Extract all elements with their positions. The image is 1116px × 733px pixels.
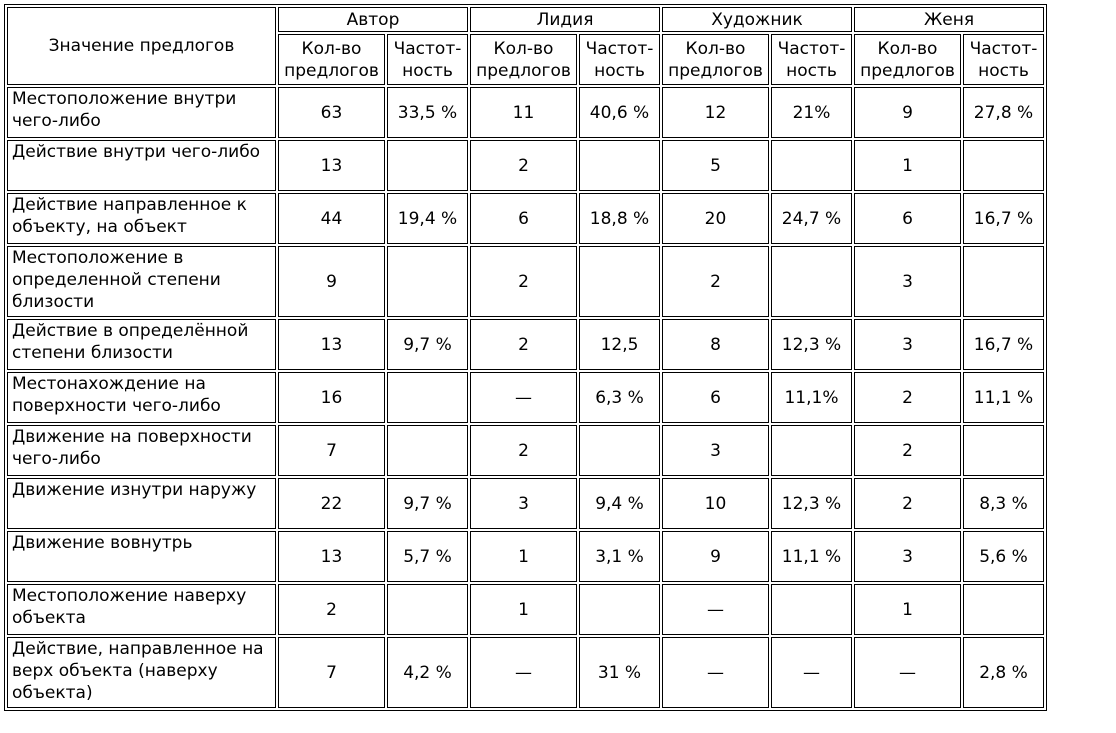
- count-cell: 12: [662, 87, 769, 138]
- group-header-zhenya: Женя: [854, 7, 1044, 32]
- freq-cell: 18,8 %: [579, 193, 660, 244]
- freq-cell: 12,3 %: [771, 478, 852, 529]
- group-header-khudozhnik: Художник: [662, 7, 852, 32]
- freq-cell: 19,4 %: [387, 193, 468, 244]
- count-cell: 20: [662, 193, 769, 244]
- row-label: Движение вовнутрь: [7, 531, 276, 582]
- count-cell: 7: [278, 637, 385, 708]
- count-cell: 1: [854, 140, 961, 191]
- freq-cell: 8,3 %: [963, 478, 1044, 529]
- freq-cell: 40,6 %: [579, 87, 660, 138]
- table-row: [7, 246, 1044, 317]
- freq-cell: 6,3 %: [579, 372, 660, 423]
- freq-cell: 11,1%: [771, 372, 852, 423]
- freq-header: Частот-ность: [579, 34, 660, 85]
- freq-cell: 9,7 %: [387, 319, 468, 370]
- freq-header: Частот-ность: [771, 34, 852, 85]
- count-cell: 7: [278, 425, 385, 476]
- count-cell: 3: [662, 425, 769, 476]
- table-row: [7, 372, 1044, 423]
- row-label: Действие, направленное на верх объекта (наверху объекта): [7, 637, 276, 708]
- count-cell: 2: [662, 246, 769, 317]
- table-row: [7, 637, 1044, 708]
- freq-header: Частот-ность: [963, 34, 1044, 85]
- freq-cell: 33,5 %: [387, 87, 468, 138]
- row-label: Местоположение наверху объекта: [7, 584, 276, 635]
- freq-cell: 31 %: [579, 637, 660, 708]
- table-row: [7, 425, 1044, 476]
- count-cell: 2: [470, 140, 577, 191]
- count-cell: 3: [854, 319, 961, 370]
- row-label: Движение на поверхности чего-либо: [7, 425, 276, 476]
- count-header: Кол-во предлогов: [854, 34, 961, 85]
- count-cell: 9: [662, 531, 769, 582]
- group-header-avtor: Автор: [278, 7, 468, 32]
- freq-cell: 11,1 %: [963, 372, 1044, 423]
- count-cell: 2: [470, 246, 577, 317]
- table-row: [7, 87, 1044, 138]
- count-cell: 8: [662, 319, 769, 370]
- count-cell: 1: [470, 531, 577, 582]
- freq-cell: 9,7 %: [387, 478, 468, 529]
- freq-cell: 12,5: [579, 319, 660, 370]
- freq-cell: —: [771, 637, 852, 708]
- freq-cell: [771, 140, 852, 191]
- count-cell: 9: [854, 87, 961, 138]
- freq-cell: [963, 584, 1044, 635]
- count-cell: —: [662, 584, 769, 635]
- count-cell: —: [470, 372, 577, 423]
- table-row: [7, 531, 1044, 582]
- freq-cell: 12,3 %: [771, 319, 852, 370]
- count-cell: 11: [470, 87, 577, 138]
- row-label: Местонахождение на поверхности чего-либо: [7, 372, 276, 423]
- count-cell: 13: [278, 531, 385, 582]
- table-row: [7, 478, 1044, 529]
- row-label: Местоположение в определенной степени близости: [7, 246, 276, 317]
- table-row: [7, 140, 1044, 191]
- count-cell: —: [470, 637, 577, 708]
- count-cell: 13: [278, 319, 385, 370]
- count-header: Кол-во предлогов: [470, 34, 577, 85]
- count-cell: 22: [278, 478, 385, 529]
- count-header: Кол-во предлогов: [662, 34, 769, 85]
- freq-cell: [387, 140, 468, 191]
- freq-cell: 9,4 %: [579, 478, 660, 529]
- freq-cell: [963, 246, 1044, 317]
- count-cell: 3: [854, 531, 961, 582]
- count-cell: 63: [278, 87, 385, 138]
- prepositions-table: [4, 4, 1047, 711]
- row-label: Действие направленное к объекту, на объект: [7, 193, 276, 244]
- count-cell: 1: [470, 584, 577, 635]
- count-cell: 2: [470, 425, 577, 476]
- count-cell: 2: [854, 478, 961, 529]
- freq-cell: [963, 140, 1044, 191]
- row-label: Действие в определённой степени близости: [7, 319, 276, 370]
- row-label: Местоположение внутри чего-либо: [7, 87, 276, 138]
- freq-cell: [771, 584, 852, 635]
- freq-cell: 27,8 %: [963, 87, 1044, 138]
- row-label: Движение изнутри наружу: [7, 478, 276, 529]
- row-label-header: Значение предлогов: [7, 7, 276, 85]
- freq-cell: [771, 246, 852, 317]
- group-header-lidiya: Лидия: [470, 7, 660, 32]
- count-cell: 2: [854, 425, 961, 476]
- freq-cell: [387, 425, 468, 476]
- count-cell: 2: [278, 584, 385, 635]
- table-row: [7, 319, 1044, 370]
- count-header: Кол-во предлогов: [278, 34, 385, 85]
- freq-cell: [963, 425, 1044, 476]
- freq-cell: 11,1 %: [771, 531, 852, 582]
- freq-cell: [387, 372, 468, 423]
- freq-cell: 4,2 %: [387, 637, 468, 708]
- freq-cell: [387, 246, 468, 317]
- count-cell: 3: [470, 478, 577, 529]
- freq-cell: 16,7 %: [963, 319, 1044, 370]
- count-cell: 5: [662, 140, 769, 191]
- row-label: Действие внутри чего-либо: [7, 140, 276, 191]
- count-cell: 10: [662, 478, 769, 529]
- freq-cell: 5,6 %: [963, 531, 1044, 582]
- count-cell: 2: [470, 319, 577, 370]
- count-cell: 44: [278, 193, 385, 244]
- count-cell: 9: [278, 246, 385, 317]
- freq-cell: [579, 140, 660, 191]
- count-cell: 1: [854, 584, 961, 635]
- count-cell: 16: [278, 372, 385, 423]
- freq-cell: [579, 246, 660, 317]
- count-cell: —: [662, 637, 769, 708]
- count-cell: 6: [854, 193, 961, 244]
- count-cell: 2: [854, 372, 961, 423]
- freq-cell: [771, 425, 852, 476]
- freq-header: Частот-ность: [387, 34, 468, 85]
- freq-cell: [579, 584, 660, 635]
- table-row: [7, 584, 1044, 635]
- count-cell: 6: [470, 193, 577, 244]
- freq-cell: 3,1 %: [579, 531, 660, 582]
- freq-cell: 5,7 %: [387, 531, 468, 582]
- freq-cell: 2,8 %: [963, 637, 1044, 708]
- freq-cell: 21%: [771, 87, 852, 138]
- freq-cell: [387, 584, 468, 635]
- count-cell: —: [854, 637, 961, 708]
- freq-cell: 24,7 %: [771, 193, 852, 244]
- table-row: [7, 193, 1044, 244]
- freq-cell: [579, 425, 660, 476]
- count-cell: 13: [278, 140, 385, 191]
- count-cell: 6: [662, 372, 769, 423]
- freq-cell: 16,7 %: [963, 193, 1044, 244]
- count-cell: 3: [854, 246, 961, 317]
